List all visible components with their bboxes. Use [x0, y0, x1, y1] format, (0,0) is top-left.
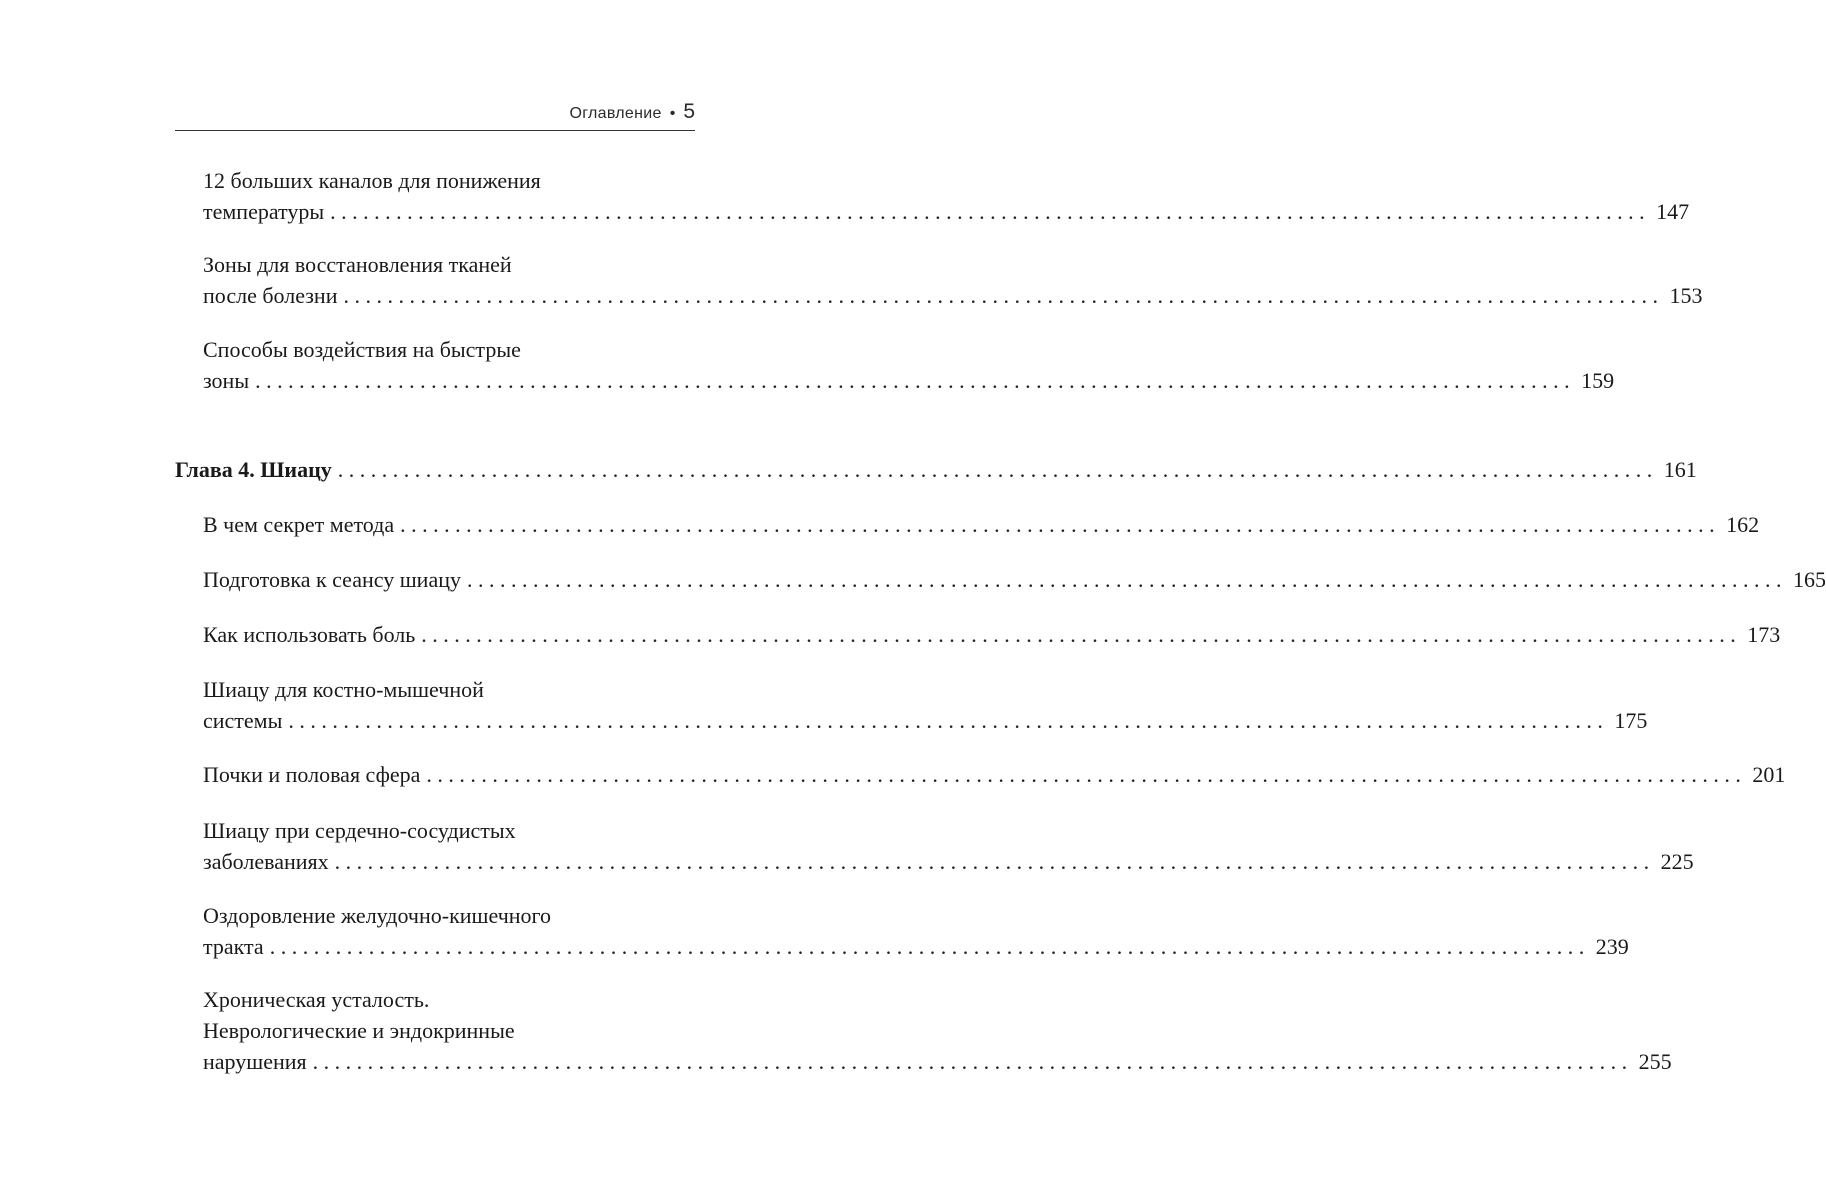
toc-entry[interactable] — [203, 249, 1703, 311]
dot-leader: ........................................................................................................................ — [312, 1049, 1633, 1074]
dot-leader: ........................................................................................................................ — [421, 622, 1742, 647]
toc-entry-line: Шиацу при сердечно-сосудистых — [203, 818, 516, 843]
toc-page-number: 161 — [1663, 457, 1697, 482]
toc-entry[interactable] — [203, 619, 1781, 650]
page-number: 5 — [683, 100, 695, 123]
toc-entry-title: В чем секрет метода — [203, 512, 395, 537]
toc-entry-title: тракта — [203, 934, 264, 959]
toc-entry-title: системы — [203, 708, 283, 733]
header-rule — [175, 130, 695, 131]
toc-entry-title: заболеваниях — [203, 849, 329, 874]
toc-entry[interactable] — [203, 509, 1760, 540]
toc-entry[interactable] — [203, 165, 1690, 227]
toc-page-number: 162 — [1726, 512, 1760, 537]
dot-leader: ........................................................................................................................ — [330, 199, 1651, 224]
toc-page-number: 175 — [1614, 708, 1648, 733]
toc-entry-title: Почки и половая сфера — [203, 762, 421, 787]
toc-chapter-title: Глава 4. Шиацу — [175, 457, 332, 482]
toc-entry-line: Шиацу для костно-мышечной — [203, 677, 484, 702]
toc-page-number: 255 — [1638, 1049, 1672, 1074]
dot-leader: ........................................................................................................................ — [269, 934, 1590, 959]
toc-entry[interactable] — [203, 759, 1786, 790]
toc-entry-title: нарушения — [203, 1049, 307, 1074]
toc-page-number: 147 — [1656, 199, 1690, 224]
running-header — [175, 100, 695, 128]
toc-entry-line: Хроническая усталость. — [203, 987, 430, 1012]
toc-entry[interactable] — [203, 900, 1629, 962]
bullet-separator: • — [669, 105, 676, 122]
toc-entry-line: Неврологические и эндокринные — [203, 1018, 515, 1043]
toc-entry-title: Подготовка к сеансу шиацу — [203, 567, 461, 592]
toc-entry[interactable] — [203, 564, 1826, 595]
running-header-title: Оглавление — [569, 105, 662, 122]
toc-entry[interactable] — [203, 984, 1672, 1077]
toc-page-number: 239 — [1595, 934, 1629, 959]
toc-entry[interactable] — [203, 334, 1615, 396]
dot-leader: ........................................................................................................................ — [400, 512, 1721, 537]
toc-page-number: 153 — [1669, 283, 1703, 308]
toc-page-number: 173 — [1747, 622, 1781, 647]
toc-entry-title: Как использовать боль — [203, 622, 416, 647]
toc-page-number: 225 — [1660, 849, 1694, 874]
toc-entry-line: Способы воздействия на быстрые — [203, 337, 521, 362]
dot-leader: ........................................................................................................................ — [426, 762, 1747, 787]
toc-page-number: 165 — [1792, 567, 1826, 592]
toc-entry-line: Оздоровление желудочно-кишечного — [203, 903, 552, 928]
toc-page-number: 159 — [1581, 368, 1615, 393]
toc-entry-line: Зоны для восстановления тканей — [203, 252, 512, 277]
toc-chapter-entry[interactable] — [175, 454, 1697, 485]
toc-entry-line: 12 больших каналов для понижения — [203, 168, 541, 193]
toc-page-number: 201 — [1752, 762, 1786, 787]
toc-entry-title: температуры — [203, 199, 325, 224]
toc-entry[interactable] — [203, 815, 1694, 877]
dot-leader: ........................................................................................................................ — [334, 849, 1655, 874]
toc-entry-title: зоны — [203, 368, 250, 393]
dot-leader: ........................................................................................................................ — [343, 283, 1664, 308]
dot-leader: ........................................................................................................................ — [255, 368, 1576, 393]
dot-leader: ........................................................................................................................ — [288, 708, 1609, 733]
dot-leader: ........................................................................................................................ — [466, 567, 1787, 592]
dot-leader: ........................................................................................................................ — [337, 457, 1658, 482]
toc-entry-title: после болезни — [203, 283, 338, 308]
toc-entry[interactable] — [203, 674, 1648, 736]
